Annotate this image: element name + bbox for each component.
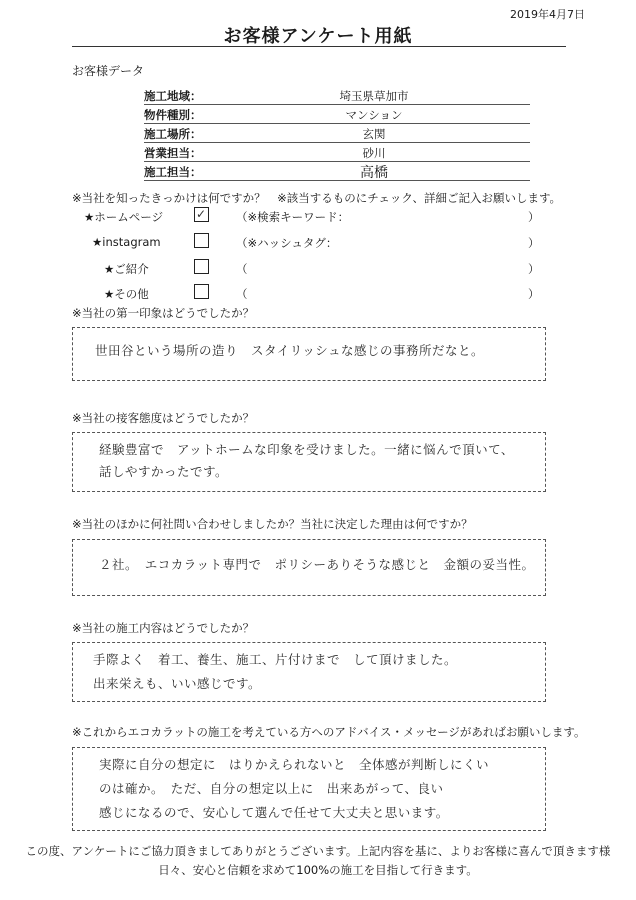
question-customer-service: ※当社の接客態度はどうでしたか？ xyxy=(72,411,255,425)
survey-date: 2019年4月7日 xyxy=(510,8,585,21)
option-close-paren: ） xyxy=(528,287,540,301)
answer-line: 世田谷という場所の造り スタイリッシュな感じの事務所だなと。 xyxy=(95,343,485,358)
checkbox-homepage[interactable] xyxy=(194,207,209,222)
answer-box-first-impression xyxy=(72,327,546,381)
customer-data-table xyxy=(144,86,530,181)
customer-row-region xyxy=(144,86,530,105)
title-underline xyxy=(72,46,566,47)
option-detail-instagram: （※ハッシュタグ： xyxy=(236,236,338,250)
answer-line: 感じになるので、安心して選んで任せて大丈夫と思います。 xyxy=(99,805,449,820)
option-close-paren: ） xyxy=(528,236,540,250)
checkbox-referral[interactable] xyxy=(194,259,209,274)
option-label-referral: ★ご紹介 xyxy=(104,262,149,276)
answer-box-installation-quality xyxy=(72,642,546,702)
customer-row-sales-rep xyxy=(144,143,530,162)
answer-box-advice-message xyxy=(72,747,546,831)
answer-line: のは確か。 ただ、自分の想定以上に 出来あがって、良い xyxy=(99,781,444,796)
row-label: 物件種別： xyxy=(144,108,202,122)
row-label: 営業担当： xyxy=(144,146,202,160)
checkbox-instagram[interactable] xyxy=(194,233,209,248)
row-label: 施工地域： xyxy=(144,89,202,103)
customer-row-property-type xyxy=(144,105,530,124)
footer-message-line-2: 日々、安心と信頼を求めて100%の施工を目指して行きます。 xyxy=(158,863,478,877)
row-value: 埼玉県草加市 xyxy=(339,89,409,103)
option-label-instagram: ★instagram xyxy=(92,235,161,249)
row-value: マンション xyxy=(345,108,403,122)
question-advice-message: ※これからエコカラットの施工を考えている方へのアドバイス・メッセージがあればお願いします。 xyxy=(72,725,586,739)
option-detail-other: （ xyxy=(236,287,248,301)
answer-line: 経験豊富で アットホームな印象を受けました。一緒に悩んで頂いて、 xyxy=(99,442,514,457)
question-how-found: ※当社を知ったきっかけは何ですか？ ※該当するものにチェック、詳細ご記入お願いします。 xyxy=(72,191,562,205)
checkbox-other[interactable] xyxy=(194,284,209,299)
question-first-impression: ※当社の第一印象はどうでしたか？ xyxy=(72,306,255,320)
option-detail-referral: （ xyxy=(236,262,248,276)
question-installation-quality: ※当社の施工内容はどうでしたか？ xyxy=(72,621,255,635)
answer-line: 出来栄えも、いい感じです。 xyxy=(93,676,262,691)
customer-row-location xyxy=(144,124,530,143)
row-value: 砂川 xyxy=(362,146,386,160)
answer-box-customer-service xyxy=(72,432,546,492)
customer-section-label: お客様データ xyxy=(72,64,145,78)
option-close-paren: ） xyxy=(528,210,540,224)
footer-message-line-1: この度、アンケートにご協力頂きましてありがとうございます。上記内容を基に、よりお客様に喜んで頂きます様 xyxy=(25,844,611,858)
option-close-paren: ） xyxy=(528,262,540,276)
answer-line: 話しやすかったです。 xyxy=(99,464,229,479)
option-label-other: ★その他 xyxy=(104,287,149,301)
option-detail-homepage: （※検索キーワード： xyxy=(236,210,350,224)
option-label-homepage: ★ホームページ xyxy=(84,210,164,224)
row-label: 施工場所： xyxy=(144,127,202,141)
row-label: 施工担当： xyxy=(144,165,202,179)
check-mark-icon: ✓ xyxy=(196,207,207,221)
answer-line: 手際よく 着工、養生、施工、片付けまで して頂けました。 xyxy=(93,652,458,667)
row-value: 玄関 xyxy=(362,127,386,141)
page-title: お客様アンケート用紙 xyxy=(223,26,413,47)
answer-line: ２社。 エコカラット専門で ポリシーありそうな感じと 金額の妥当性。 xyxy=(99,557,535,572)
answer-box-other-companies xyxy=(72,539,546,596)
question-other-companies: ※当社のほかに何社問い合わせしましたか？当社に決定した理由は何ですか？ xyxy=(72,517,473,531)
row-value-handwritten: 高橋 xyxy=(360,165,388,181)
answer-line: 実際に自分の想定に はりかえられないと 全体感が判断しにくい xyxy=(99,757,490,772)
customer-row-installer xyxy=(144,162,530,181)
